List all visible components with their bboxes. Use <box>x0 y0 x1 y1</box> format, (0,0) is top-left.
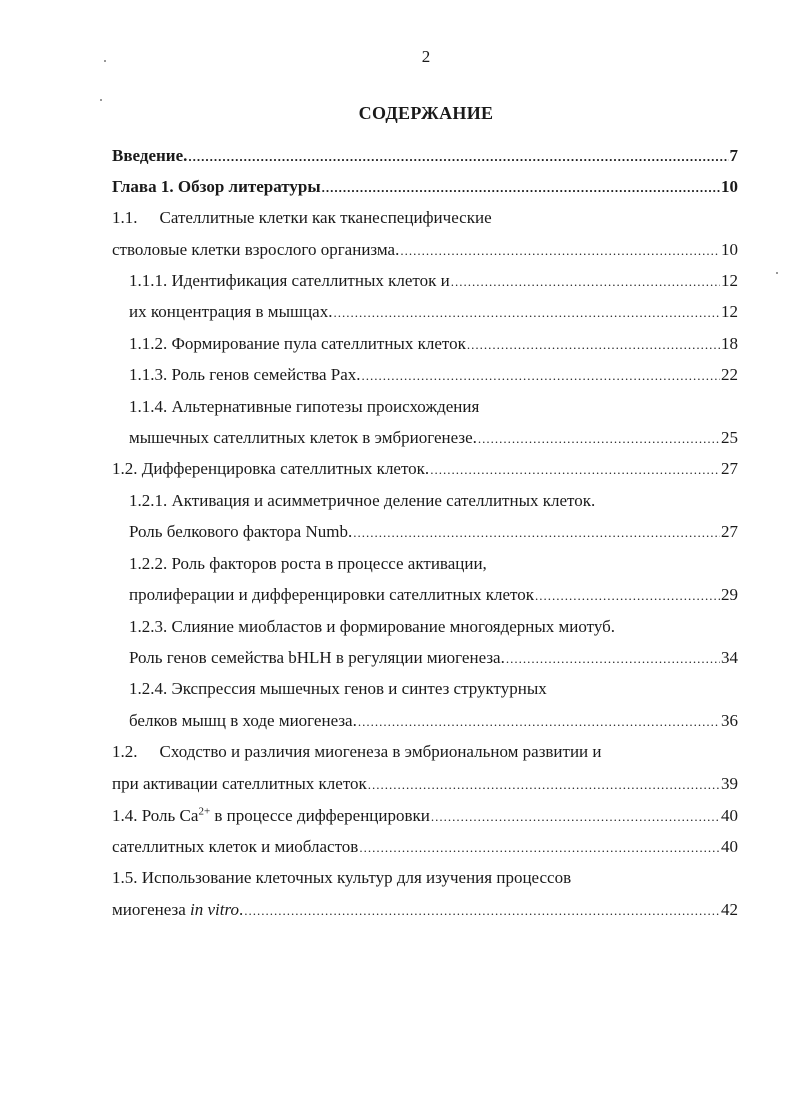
toc-entry-page: 22 <box>721 365 738 384</box>
leader-dots <box>188 144 728 170</box>
toc-entry-1-5-line-1[interactable] <box>112 865 738 891</box>
toc-entry-label: 1.5. Использование клеточных культур для изучения процессов <box>112 868 572 887</box>
toc-entry-label: 1.2.3. Слияние миобластов и формирование многоядерных миотуб. <box>129 617 616 636</box>
toc-entry-page: 42 <box>721 900 738 919</box>
toc-entry-label: пролиферации и дифференцировки сателлитных клеток <box>129 585 534 604</box>
toc-entry-label: их концентрация в мышцах. <box>129 302 333 321</box>
toc-entry-label: 1.1.1. Идентификация сателлитных клеток и <box>129 271 450 290</box>
leader-dots <box>358 709 720 735</box>
toc-entry-page: 7 <box>729 146 738 165</box>
toc-entry-label: миогенеза in vitro. <box>112 900 244 919</box>
leader-dots <box>478 426 720 452</box>
toc-entry-label: 1.1.3. Роль генов семейства Pax. <box>129 365 361 384</box>
toc-entry-1-1-4-line-2[interactable] <box>129 425 738 451</box>
toc-entry-page: 40 <box>721 806 738 825</box>
toc-entry-1-5-line-2[interactable] <box>112 897 738 923</box>
toc-entry-1-2-4-line-1[interactable] <box>129 676 738 702</box>
toc-entry-1-2-2-line-2[interactable] <box>129 582 738 608</box>
toc-entry-1-1-line-1[interactable] <box>112 205 738 231</box>
leader-dots <box>244 898 720 924</box>
scan-speck <box>100 99 102 101</box>
toc-entry-label: Роль генов семейства bHLH в регуляции миогенеза. <box>129 648 505 667</box>
leader-dots <box>430 457 720 483</box>
toc-entry-label: 1.2.1. Активация и асимметричное деление сателлитных клеток. <box>129 491 596 510</box>
toc-entry-1-1-line-2[interactable] <box>112 237 738 263</box>
superscript-charge: 2+ <box>198 805 211 818</box>
toc-entry-1-1-1-line-2[interactable] <box>129 299 738 325</box>
toc-entry-number: 1.2. <box>112 742 138 761</box>
scan-speck <box>776 272 778 274</box>
toc-entry-label: 1.1.2. Формирование пула сателлитных клеток <box>129 334 466 353</box>
toc-entry-page: 12 <box>721 271 738 290</box>
toc-entry-label: стволовые клетки взрослого организма. <box>112 240 400 259</box>
toc-entry-page: 10 <box>721 177 738 196</box>
page-title: СОДЕРЖАНИЕ <box>358 103 494 123</box>
toc-entry-label: 1.1.4. Альтернативные гипотезы происхождения <box>129 397 480 416</box>
toc-entry-1-2-3-line-1[interactable] <box>129 614 738 640</box>
leader-dots <box>322 175 720 201</box>
toc-entry-page: 36 <box>721 711 738 730</box>
toc-entry-page: 25 <box>721 428 738 447</box>
toc-entry-page: 40 <box>721 837 738 856</box>
toc-entry-1-2-1-line-1[interactable] <box>129 488 738 514</box>
toc-entry-page: 29 <box>721 585 738 604</box>
toc-entry-1-1-3[interactable] <box>129 362 738 388</box>
leader-dots <box>333 300 720 326</box>
toc-entry-page: 10 <box>721 240 738 259</box>
toc-entry-label: мышечных сателлитных клеток в эмбриогенезе. <box>129 428 477 447</box>
toc-entry-label: Глава 1. Обзор литературы <box>112 177 321 196</box>
toc-entry-page: 27 <box>721 459 738 478</box>
toc-entry-page: 18 <box>721 334 738 353</box>
leader-dots <box>368 772 720 798</box>
toc-entry-1-2-2-line-1[interactable] <box>129 551 738 577</box>
toc-entry-chapter-1[interactable] <box>112 174 738 200</box>
toc-entry-number: 1.1. <box>112 208 138 227</box>
leader-dots <box>359 835 720 861</box>
toc-entry-label: 1.2.2. Роль факторов роста в процессе активации, <box>129 554 487 573</box>
toc-entry-1-2[interactable] <box>112 456 738 482</box>
toc-entry-1-2-1-line-2[interactable] <box>129 519 738 545</box>
toc-entry-1-3-line-2[interactable] <box>112 771 738 797</box>
toc-entry-1-1-2[interactable] <box>129 331 738 357</box>
toc-entry-label: 1.2. Дифференцировка сателлитных клеток. <box>112 459 430 478</box>
toc-entry-1-2-3-line-2[interactable] <box>129 645 738 671</box>
toc-entry-1-1-1-line-1[interactable] <box>129 268 738 294</box>
toc-entry-page: 34 <box>721 648 738 667</box>
toc-entry-page: 12 <box>721 302 738 321</box>
toc-entry-label: 1.4. Роль $Ca^{2+}$ в процессе дифференцировки <box>112 805 430 825</box>
page-number: 2 <box>421 47 431 66</box>
toc-entry-label: 1.2.4. Экспрессия мышечных генов и синтез структурных <box>129 679 547 698</box>
leader-dots <box>467 332 720 358</box>
leader-dots <box>361 363 720 389</box>
toc-entry-page: 27 <box>721 522 738 541</box>
toc-entry-label: сателлитных клеток и миобластов <box>112 837 359 856</box>
toc-entry-1-2-4-line-2[interactable] <box>129 708 738 734</box>
toc-entry-1-3-line-1[interactable] <box>112 739 738 765</box>
toc-entry-intro[interactable] <box>112 143 738 169</box>
toc-entry-label: Сходство и различия миогенеза в эмбриональном развитии и <box>159 742 602 761</box>
toc-entry-1-4-line-2[interactable] <box>112 834 738 860</box>
toc-entry-label: при активации сателлитных клеток <box>112 774 367 793</box>
leader-dots <box>451 269 720 295</box>
toc-entry-1-4-line-1[interactable] <box>112 803 738 829</box>
toc-entry-label: Сателлитные клетки как тканеспецифические <box>159 208 492 227</box>
toc-entry-page: 39 <box>721 774 738 793</box>
leader-dots <box>431 804 720 830</box>
toc-entry-label: Роль белкового фактора Numb. <box>129 522 353 541</box>
leader-dots <box>400 238 720 264</box>
leader-dots <box>506 646 720 672</box>
toc-entry-label: белков мышц в ходе миогенеза. <box>129 711 357 730</box>
toc-entry-1-1-4-line-1[interactable] <box>129 394 738 420</box>
leader-dots <box>353 520 720 546</box>
leader-dots <box>535 583 720 609</box>
toc-entry-label: Введение. <box>112 146 188 165</box>
